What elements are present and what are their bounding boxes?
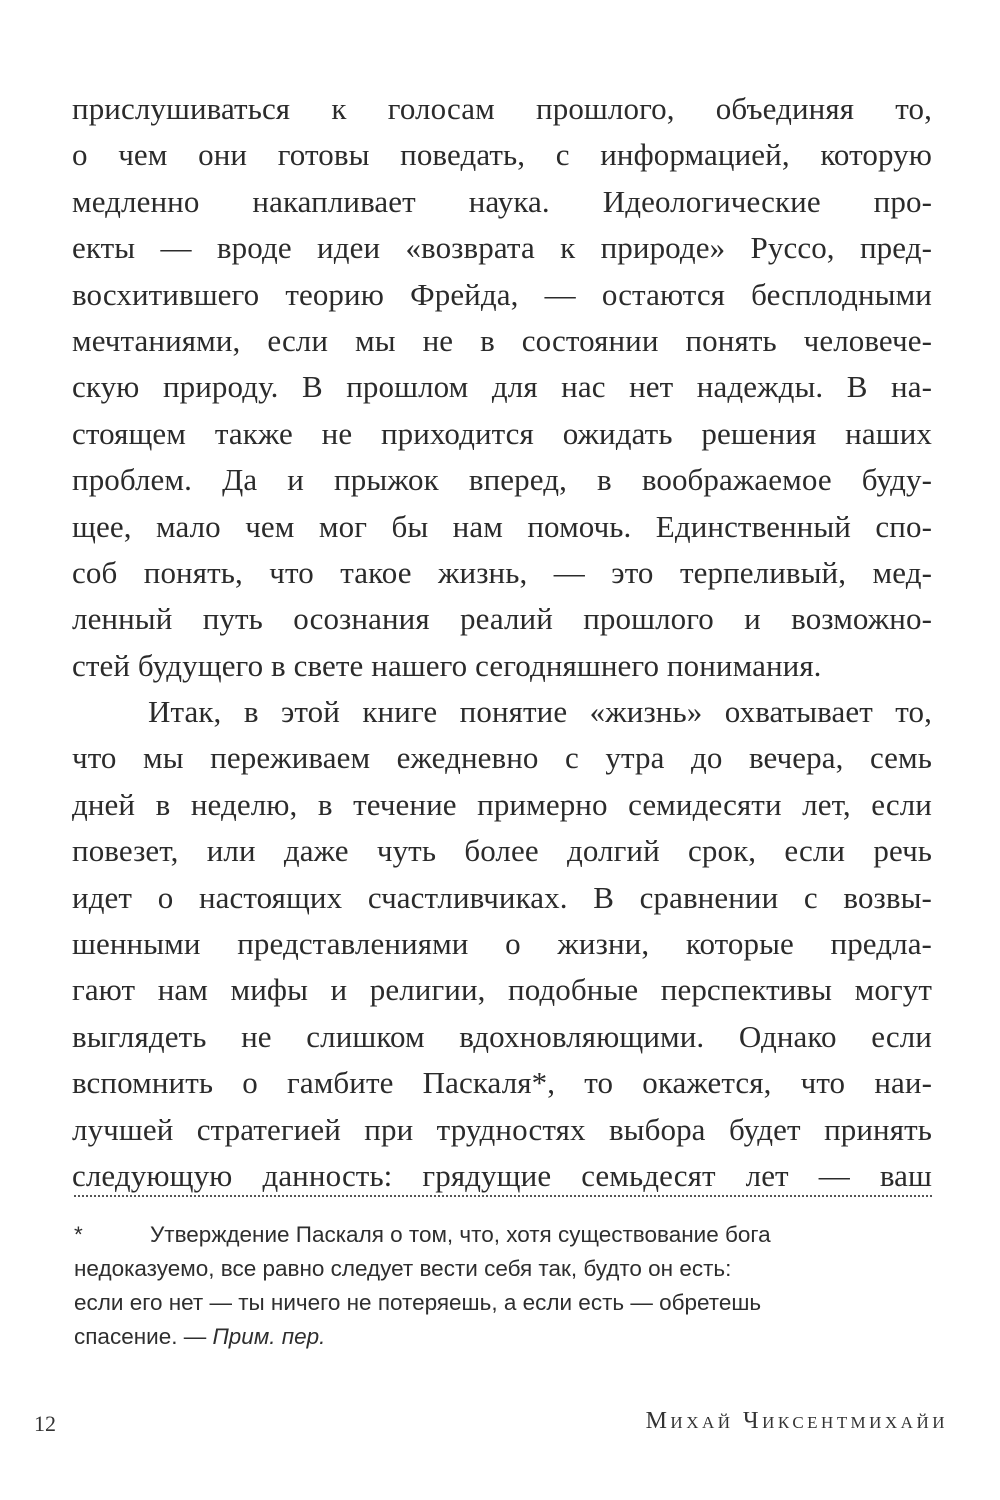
- footnote: [74, 1218, 932, 1354]
- body-text: [72, 86, 932, 1199]
- body-line: соб понять, что такое жизнь, — это терпеливый, мед-: [72, 554, 932, 590]
- body-line: идет о настоящих счастливчиках. В сравнении с возвы-: [72, 879, 932, 915]
- body-line: проблем. Да и прыжок вперед, в воображаемое буду-: [72, 462, 932, 498]
- body-line: екты — вроде идеи «возврата к природе» Руссо, пред-: [72, 230, 932, 266]
- body-line: дней в неделю, в течение примерно семидесяти лет, если: [72, 786, 932, 822]
- body-line: мечтаниями, если мы не в состоянии понять человече-: [72, 322, 932, 358]
- body-line: прислушиваться к голосам прошлого, объединяя то,: [72, 91, 932, 126]
- footnote-line: если его нет — ты ничего не потеряешь, а если есть — обретешь: [74, 1290, 762, 1315]
- page-number: 12: [34, 1411, 56, 1436]
- running-head-author: Михай Чиксентмихайи: [645, 1408, 948, 1434]
- body-line: о чем они готовы поведать, с информацией, которую: [72, 137, 932, 173]
- body-line: медленно накапливает наука. Идеологические про-: [72, 183, 932, 219]
- footnote-text: Утверждение Паскаля о том, что, хотя существование бога: [150, 1222, 771, 1247]
- body-line: что мы переживаем ежедневно с утра до вечера, семь: [72, 740, 932, 776]
- body-line: стоящем также не приходится ожидать решения наших: [72, 415, 932, 451]
- body-line: щее, мало чем мог бы нам помочь. Единственный спо-: [72, 508, 932, 544]
- body-line: скую природу. В прошлом для нас нет надежды. В на-: [72, 369, 932, 405]
- body-line: лучшей стратегией при трудностях выбора будет принять: [72, 1111, 932, 1147]
- body-line: гают нам мифы и религии, подобные перспективы могут: [72, 972, 932, 1008]
- paragraph-start-line: Итак, в этой книге понятие «жизнь» охватывает то,: [148, 694, 932, 730]
- footnote-line: [74, 1218, 932, 1252]
- body-line: восхитившего теорию Фрейда, — остаются бесплодными: [72, 276, 932, 312]
- body-line: выглядеть не слишком вдохновляющими. Однако если: [72, 1018, 932, 1054]
- footnote-divider: [74, 1195, 932, 1197]
- body-line: ленный путь осознания реалий прошлого и возможно-: [72, 601, 932, 637]
- body-line: стей будущего в свете нашего сегодняшнего понимания.: [72, 647, 822, 683]
- footnote-line: [74, 1320, 932, 1354]
- footnote-line: недоказуемо, все равно следует вести себя так, будто он есть:: [74, 1256, 732, 1281]
- footnote-marker: *: [74, 1222, 83, 1247]
- body-line: следующую данность: грядущие семьдесят лет — ваш: [72, 1157, 932, 1193]
- body-line: шенными представлениями о жизни, которые предла-: [72, 926, 932, 962]
- translator-note: Прим. пер.: [212, 1324, 326, 1349]
- body-line: вспомнить о гамбите Паскаля*, то окажется, что наи-: [72, 1065, 932, 1101]
- body-line: повезет, или даже чуть более долгий срок, если речь: [72, 833, 932, 869]
- footnote-text: спасение. —: [74, 1324, 213, 1349]
